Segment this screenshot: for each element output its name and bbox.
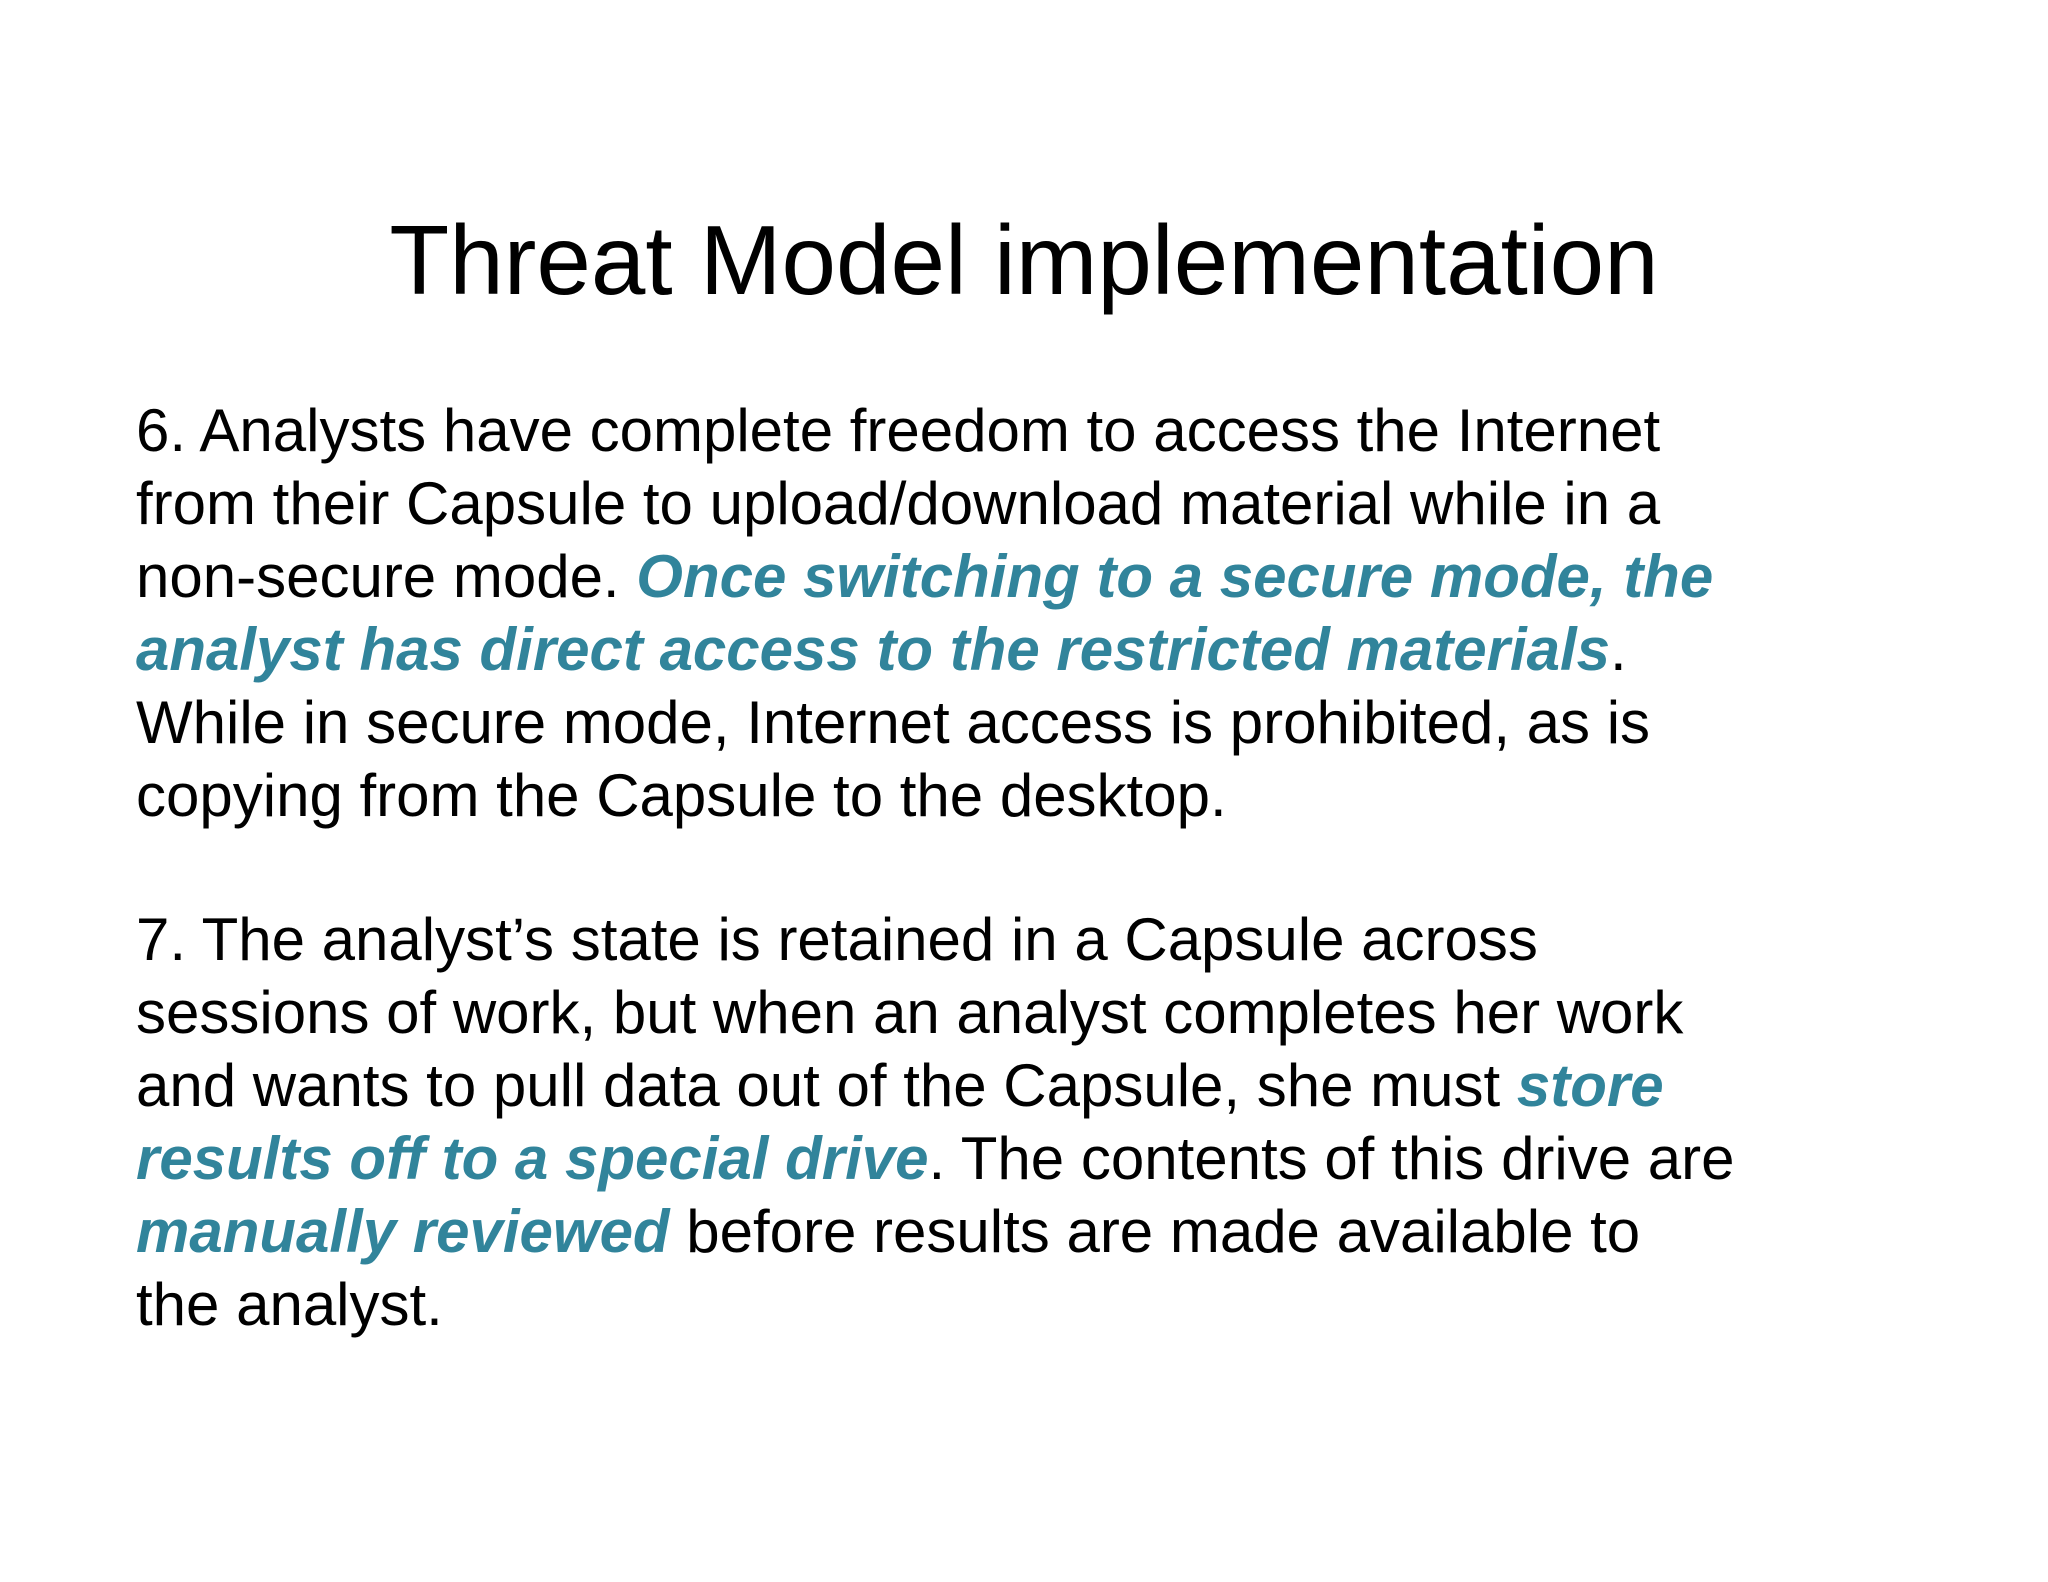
text-line (136, 467, 1966, 540)
text-line (136, 686, 1966, 759)
text-run: 7. The analyst’s state is retained in a Capsule across (136, 906, 1538, 973)
text-run: non-secure mode. (136, 543, 637, 610)
text-line (136, 394, 1966, 467)
text-run: the analyst. (136, 1271, 443, 1338)
text-run: copying from the Capsule to the desktop. (136, 762, 1227, 829)
text-run: and wants to pull data out of the Capsule, she must (136, 1052, 1517, 1119)
text-line (136, 1268, 1966, 1341)
paragraph-7 (136, 903, 1966, 1341)
text-line (136, 540, 1966, 613)
text-run: While in secure mode, Internet access is prohibited, as is (136, 689, 1651, 756)
text-line (136, 759, 1966, 832)
text-line (136, 976, 1966, 1049)
text-line (136, 1195, 1966, 1268)
text-line (136, 903, 1966, 976)
text-run: . (1610, 616, 1627, 683)
text-run: before results are made available to (669, 1198, 1641, 1265)
emphasis-run: results off to a special drive (136, 1125, 929, 1192)
slide-title: Threat Model implementation (389, 205, 1659, 315)
text-run: . The contents of this drive are (928, 1125, 1735, 1192)
text-line (136, 613, 1966, 686)
text-line (136, 1049, 1966, 1122)
emphasis-run: manually reviewed (136, 1198, 670, 1265)
text-line (136, 1122, 1966, 1195)
text-run: 6. Analysts have complete freedom to access the Internet (136, 397, 1661, 464)
emphasis-run: Once switching to a secure mode, the (636, 543, 1714, 610)
text-run: sessions of work, but when an analyst completes her work (136, 979, 1684, 1046)
emphasis-run: store (1516, 1052, 1664, 1119)
text-run: from their Capsule to upload/download material while in a (136, 470, 1661, 537)
emphasis-run: analyst has direct access to the restricted materials (136, 616, 1611, 683)
paragraph-6 (136, 394, 1966, 832)
